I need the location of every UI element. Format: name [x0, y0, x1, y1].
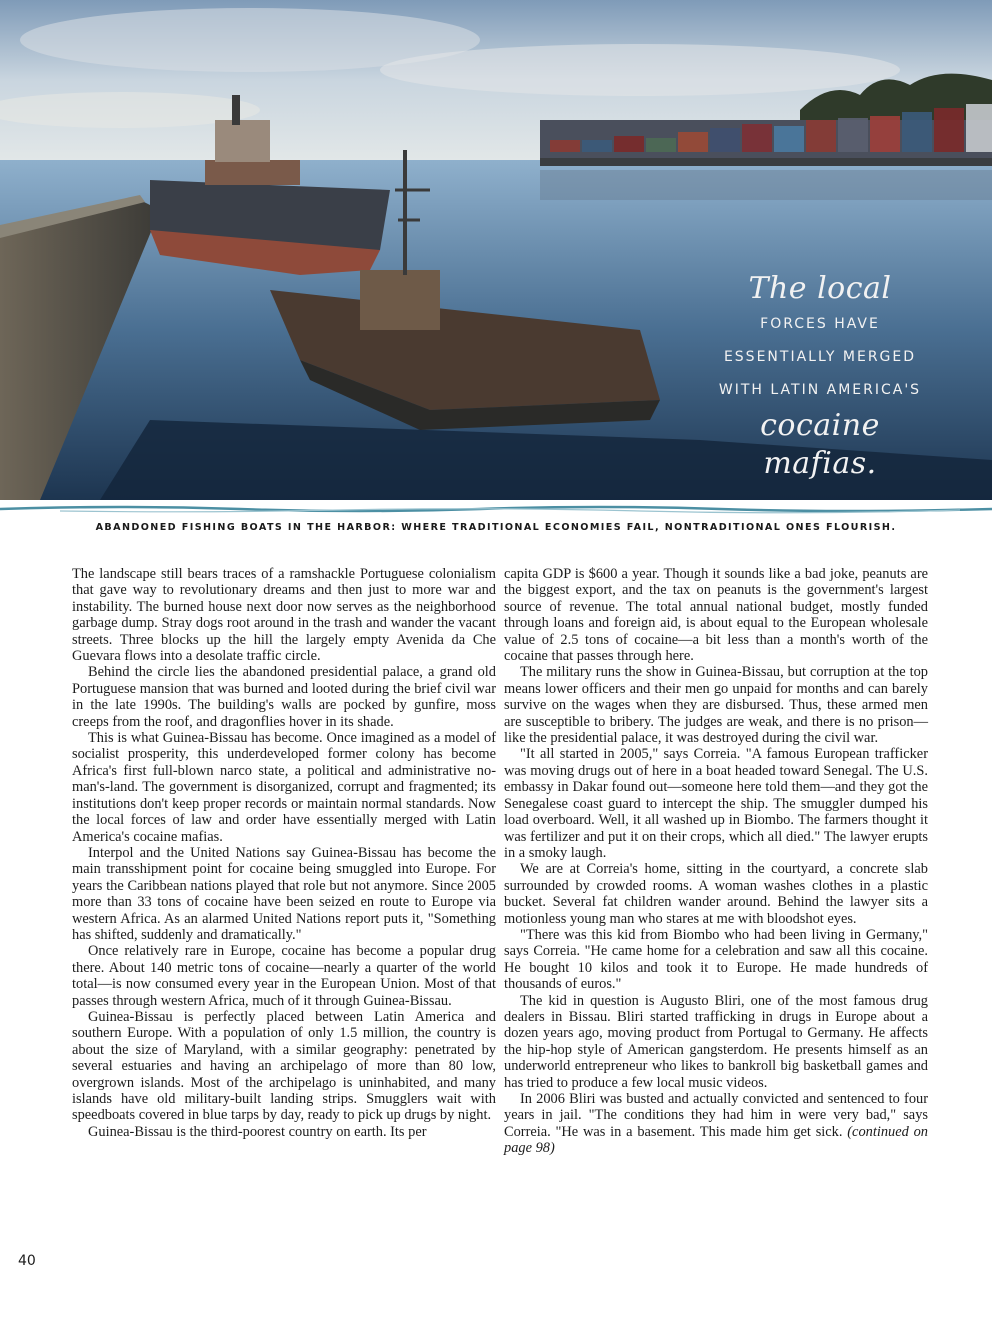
paragraph: Once relatively rare in Europe, cocaine has become a popular drug there. About 140 metric tons of cocaine—nearly a quarter of the world total—is now consumed every year in the European Union. Most of that passes through western Africa, much of it through Guinea-Bissau.: [72, 943, 496, 1009]
paragraph: The military runs the show in Guinea-Bissau, but corruption at the top means lower officers and their men go unpaid for months and can barely survive on the wages when they are disbursed. Thus, these armed men are susceptible to bribery. The judges are weak, and there is no prison—like the presidential palace, it was destroyed during the civil war.: [504, 664, 928, 747]
paragraph-last: [504, 1091, 928, 1157]
pull-quote-line: cocaine mafias.: [760, 408, 880, 481]
paragraph: This is what Guinea-Bissau has become. Once imagined as a model of socialist prosperity, this underdeveloped former colony has become Africa's first full-blown narco state, a political and administrative no-man's-land. The government is disorganized, corrupt and fragmented; its institutions don't keep proper records or maintain normal standards. Now the local forces of law and order have essentially merged with Latin America's cocaine mafias.: [72, 730, 496, 845]
decorative-rule: [0, 503, 992, 515]
paragraph: We are at Correia's home, sitting in the courtyard, a concrete slab surrounded by crowded rooms. A woman washes clothes in a plastic bucket. Several fat children wander around. Behind the lawyer sits a motionless young man who stares at me with bloodshot eyes.: [504, 861, 928, 927]
pull-quote-line: WITH LATIN AMERICA'S: [718, 382, 922, 398]
article-column-right: [504, 566, 928, 1157]
pull-quote-line: The local: [748, 271, 892, 306]
photo-caption: ABANDONED FISHING BOATS IN THE HARBOR: WHERE TRADITIONAL ECONOMIES FAIL, NONTRADITIONAL ONES FLOURISH.: [95, 522, 897, 533]
hero-photo: [0, 0, 992, 500]
paragraph-text: In 2006 Bliri was busted and actually convicted and sentenced to four years in jail. "The conditions they had him in were very bad," says Correia. "He was in a basement. This made him get sick.: [504, 1091, 928, 1140]
paragraph: "There was this kid from Biombo who had been living in Germany," says Correia. "He came home for a celebration and saw all this cocaine. He bought 10 kilos and took it to Europe. He made hundreds of thousands of euros.": [504, 926, 928, 993]
pull-quote: [700, 270, 940, 483]
paragraph: Guinea-Bissau is perfectly placed between Latin America and southern Europe. With a population of only 1.5 million, the country is about the size of Maryland, with a similar geography: penetrated by several estuaries and having an archipelago of more than 80 low, overgrown islands. Most of the archipelago is uninhabited, and many islands have old military-built landing strips. Smugglers wait with speedboats covered in blue tarps by day, ready to pick up drugs by night.: [72, 1008, 496, 1124]
paragraph: "It all started in 2005," says Correia. "A famous European trafficker was moving drugs out of here in a boat headed toward Senegal. The U.S. embassy in Dakar found out—someone here told them—and they got the Senegalese coast guard to intercept the ship. The smuggler dumped his load overboard. Well, it all washed up in Biombo. The farmers thought it was fertilizer and put it on their crops, which all died." The lawyer erupts in a smoky laugh.: [504, 746, 928, 861]
paragraph: The landscape still bears traces of a ramshackle Portuguese colonialism that gave way to revolutionary dreams and then just to more war and instability. The burned house next door now serves as the neighborhood garbage dump. Stray dogs root around in the trash and wander the vacant streets. Three blocks up the hill the largely empty Avenida da Che Guevara flows into a desolate traffic circle.: [72, 566, 496, 665]
paragraph: Interpol and the United Nations say Guinea-Bissau has become the main transshipment point for cocaine being smuggled into Europe. For years the Caribbean nations played that role but not anymore. Since 2005 more than 33 tons of cocaine have been seized en route to Europe via western Africa. As an alarmed United Nations report puts it, "Something has shifted, suddenly and dramatically.": [72, 844, 496, 943]
paragraph: capita GDP is $600 a year. Though it sounds like a bad joke, peanuts are the biggest export, and the tax on peanuts is the government's largest source of revenue. The total annual national budget, mostly funded through loans and foreign aid, is about equal to the European wholesale value of 2.5 tons of cocaine—a bit less than a month's worth of the cocaine that passes through here.: [504, 566, 928, 665]
continued-link[interactable]: (continued on page 98): [504, 1123, 928, 1157]
pull-quote-line: ESSENTIALLY MERGED: [723, 349, 917, 365]
paragraph: Behind the circle lies the abandoned presidential palace, a grand old Portuguese mansion that was burned and looted during the brief civil war in the late 1990s. The building's walls are pocked by gunfire, moss creeps from the roof, and dragonflies hover in its shade.: [72, 664, 496, 730]
paragraph: Guinea-Bissau is the third-poorest country on earth. Its per: [88, 1123, 427, 1140]
article-column-left: [72, 566, 496, 1140]
paragraph: The kid in question is Augusto Bliri, one of the most famous drug dealers in Bissau. Bliri started trafficking in drugs in Europe about a dozen years ago, moving product from Portugal to Germany. He affects the hip-hop style of American gangsterdom. He presents himself as an underworld entrepreneur who likes to bankroll big basketball games and has tried to produce a few local music videos.: [504, 992, 928, 1091]
page-number: 40: [18, 1253, 36, 1269]
pull-quote-line: FORCES HAVE: [760, 316, 880, 332]
